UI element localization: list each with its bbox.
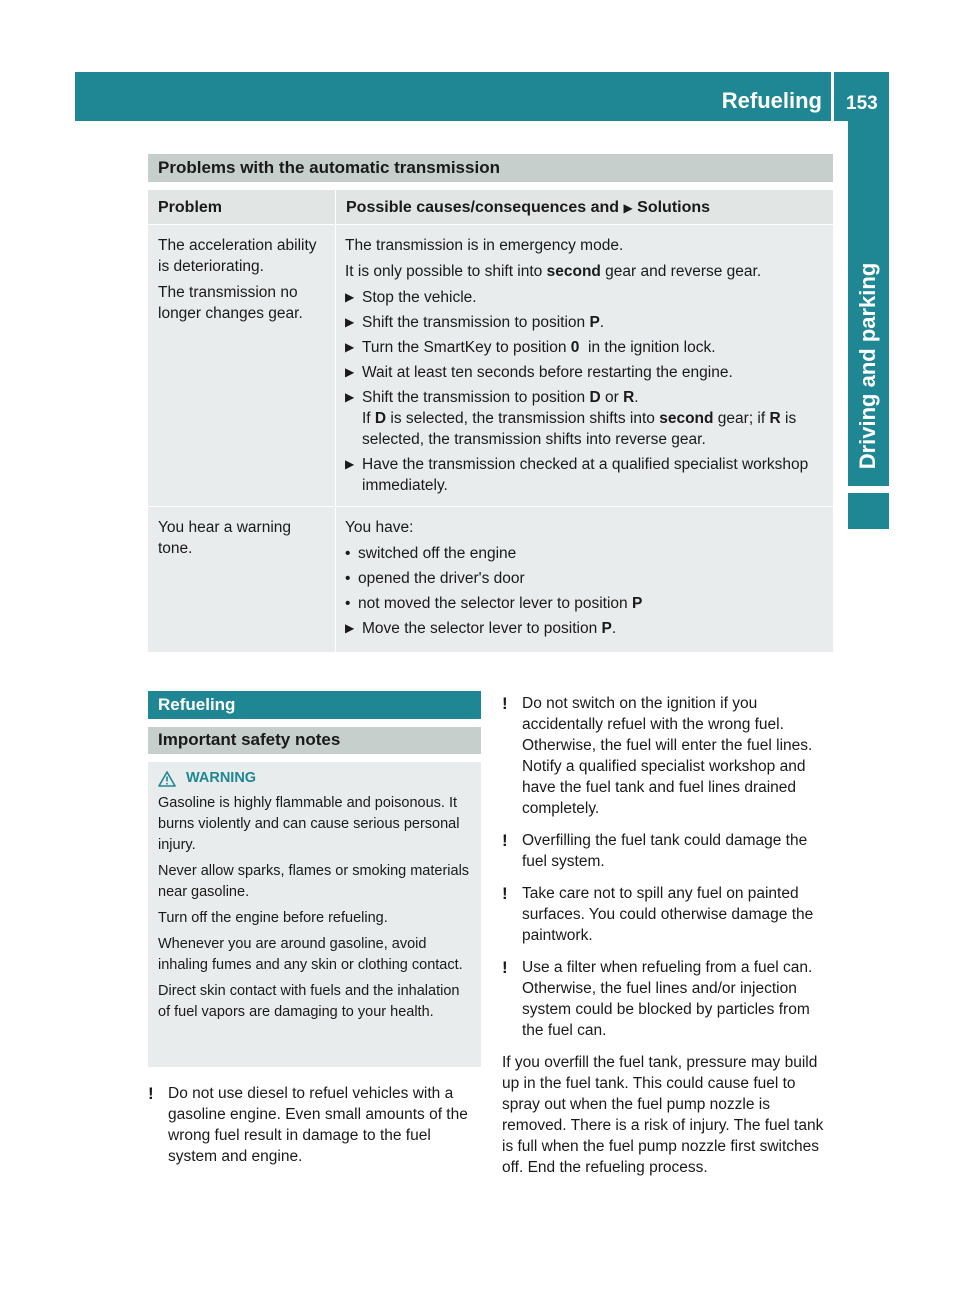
warning-header — [158, 768, 475, 789]
row2-bullet-3-text-b: P — [631, 595, 643, 612]
row1-step-4-text: Wait at least ten seconds before restarting the engine. — [362, 364, 733, 381]
header-divider — [831, 72, 834, 121]
page-section-title: Refueling — [721, 88, 822, 113]
notice-diesel-text: Do not use diesel to refuel vehicles with a gasoline engine. Even small amounts of the wrong fuel result in damage to the fuel system and engine. — [168, 1085, 468, 1165]
step-arrow-icon: ▶ — [345, 340, 355, 354]
notice-filter — [502, 957, 834, 1041]
bullet-icon: • — [345, 595, 351, 612]
bullet-icon: • — [345, 570, 351, 587]
row2-intro-text: You have: — [345, 519, 414, 536]
row1-step-5-text-b: D — [589, 389, 601, 406]
column-header-solutions-suffix: Solutions — [637, 199, 711, 216]
column-header-solutions-text: Possible causes/consequences and — [346, 199, 620, 216]
row1-step-3-text-b: 0 — [570, 339, 580, 356]
row1-step-2-text-a: Shift the transmission to position — [362, 314, 590, 331]
warning-triangle-icon — [158, 771, 176, 787]
step-arrow-icon: ▶ — [623, 201, 633, 215]
column-header-problem: Problem — [148, 190, 335, 224]
page-number: 153 — [846, 93, 878, 114]
exclamation-icon: ! — [502, 958, 508, 977]
row2-step-1-text-c: . — [611, 620, 617, 637]
warning-text-5: Direct skin contact with fuels and the inhalation of fuel vapors are damaging to your health. — [158, 983, 460, 1020]
row1-step-1 — [345, 287, 827, 308]
section-title: Refueling — [148, 691, 481, 719]
row1-step-5-text-c: or — [600, 389, 624, 406]
warning-text-1: Gasoline is highly flammable and poisonous. It burns violently and can cause serious personal injury. — [158, 795, 460, 853]
row2-solution-cell — [336, 507, 833, 652]
chapter-side-label: Driving and parking — [855, 262, 880, 470]
step-arrow-icon: ▶ — [345, 290, 355, 304]
exclamation-icon: ! — [502, 884, 508, 903]
notice-overfilling-text: Overfilling the fuel tank could damage the fuel system. — [522, 832, 808, 870]
row2-bullet-2-text: opened the driver's door — [358, 570, 525, 587]
table-title: Problems with the automatic transmission — [148, 154, 833, 182]
overfill-paragraph: If you overfill the fuel tank, pressure may build up in the fuel tank. This could cause fuel to spray out when the fuel pump nozzle is removed. There is a risk of injury. The fuel tank is full when the fuel pump nozzle first switches off. End the refueling process. — [502, 1054, 824, 1176]
row2-step-1-text-a: Move the selector lever to position — [362, 620, 602, 637]
row1-consequence-text-a: It is only possible to shift into — [345, 263, 547, 280]
row2-bullet-3 — [345, 593, 827, 614]
row1-step-5-text-g: D — [374, 410, 387, 427]
notice-diesel — [148, 1083, 484, 1167]
row1-step-5-text-a: Shift the transmission to position — [362, 389, 590, 406]
notice-filter-text: Use a filter when refueling from a fuel can. Otherwise, the fuel lines and/or injection system could be blocked by particles from the fuel can. — [522, 959, 813, 1039]
notice-wrong-fuel-text: Do not switch on the ignition if you accidentally refuel with the wrong fuel. Otherwise, the fuel will enter the fuel lines. Notify a qualified specialist workshop and have the fuel tank and fuel lines drained completely. — [522, 695, 813, 817]
row1-step-6-text: Have the transmission checked at a qualified specialist workshop immediately. — [362, 456, 809, 494]
row1-cause-text: The transmission is in emergency mode. — [345, 237, 624, 254]
row1-consequence-text-b: second — [546, 263, 601, 280]
row1-step-3 — [345, 337, 827, 358]
bullet-icon: • — [345, 545, 351, 562]
warning-text-2: Never allow sparks, flames or smoking materials near gasoline. — [158, 863, 470, 900]
row1-consequence-text — [345, 261, 827, 282]
row1-step-5-text-d: R — [623, 389, 635, 406]
row1-step-5-text-l: is selected, the transmission shifts into reverse gear. — [362, 410, 797, 448]
row2-problem-cell — [148, 507, 335, 652]
row1-step-2 — [345, 312, 827, 333]
row1-step-5-text-e: . — [634, 389, 639, 406]
row1-step-2-text-c: . — [599, 314, 605, 331]
row2-bullet-3-text — [358, 593, 642, 614]
row1-step-2-text-b: P — [589, 314, 600, 331]
notice-spill-text: Take care not to spill any fuel on painted surfaces. You could otherwise damage the paintwork. — [522, 885, 814, 944]
row1-step-5-text — [362, 387, 827, 450]
step-arrow-icon: ▶ — [345, 315, 355, 329]
row2-step-1 — [345, 618, 827, 639]
step-arrow-icon: ▶ — [345, 457, 355, 471]
step-arrow-icon: ▶ — [345, 621, 355, 635]
exclamation-icon: ! — [148, 1084, 154, 1103]
row2-step-1-text — [362, 618, 616, 639]
warning-text-4: Whenever you are around gasoline, avoid inhaling fumes and any skin or clothing contact. — [158, 936, 463, 973]
row2-bullet-2 — [345, 568, 827, 589]
row1-step-5-text-f: If — [362, 410, 375, 427]
row1-step-5-text-h: is selected, the transmission shifts into — [386, 410, 660, 427]
left-notices — [148, 1083, 484, 1178]
right-column — [502, 693, 834, 1178]
notice-wrong-fuel — [502, 693, 834, 819]
column-header-solutions — [336, 190, 833, 224]
notice-spill — [502, 883, 834, 946]
chapter-side-marker — [848, 493, 889, 529]
row1-step-1-text: Stop the vehicle. — [362, 289, 477, 306]
warning-box — [148, 762, 481, 1067]
row1-step-5-text-i: second — [659, 410, 714, 427]
row1-step-5 — [345, 387, 827, 450]
step-arrow-icon: ▶ — [345, 365, 355, 379]
exclamation-icon: ! — [502, 694, 508, 713]
step-arrow-icon: ▶ — [345, 390, 355, 404]
warning-title: WARNING — [186, 770, 257, 786]
row1-step-3-text — [362, 337, 716, 358]
row1-step-3-text-c: in the ignition lock. — [579, 339, 716, 356]
row1-step-2-text — [362, 312, 604, 333]
warning-text-3: Turn off the engine before refueling. — [158, 910, 388, 926]
subsection-title: Important safety notes — [148, 727, 481, 754]
row1-problem-text-2: The transmission no longer changes gear. — [158, 284, 303, 322]
row1-consequence-text-c: gear and reverse gear. — [600, 263, 762, 280]
exclamation-icon: ! — [502, 831, 508, 850]
row1-problem-text-1: The acceleration ability is deteriorating. — [158, 237, 317, 275]
row1-solution-cell — [336, 225, 833, 506]
row2-bullet-1-text: switched off the engine — [358, 545, 517, 562]
row1-step-3-text-a: Turn the SmartKey to position — [362, 339, 571, 356]
row1-problem-cell — [148, 225, 335, 506]
row1-step-5-text-k: R — [769, 410, 781, 427]
row2-bullet-3-text-a: not moved the selector lever to position — [358, 595, 632, 612]
row2-step-1-text-b: P — [601, 620, 612, 637]
notice-overfilling — [502, 830, 834, 872]
row1-step-6 — [345, 454, 827, 496]
row1-step-5-text-j: gear; if — [713, 410, 770, 427]
row1-step-4 — [345, 362, 827, 383]
row2-problem-text: You hear a warning tone. — [158, 519, 291, 557]
row2-bullet-1 — [345, 543, 827, 564]
